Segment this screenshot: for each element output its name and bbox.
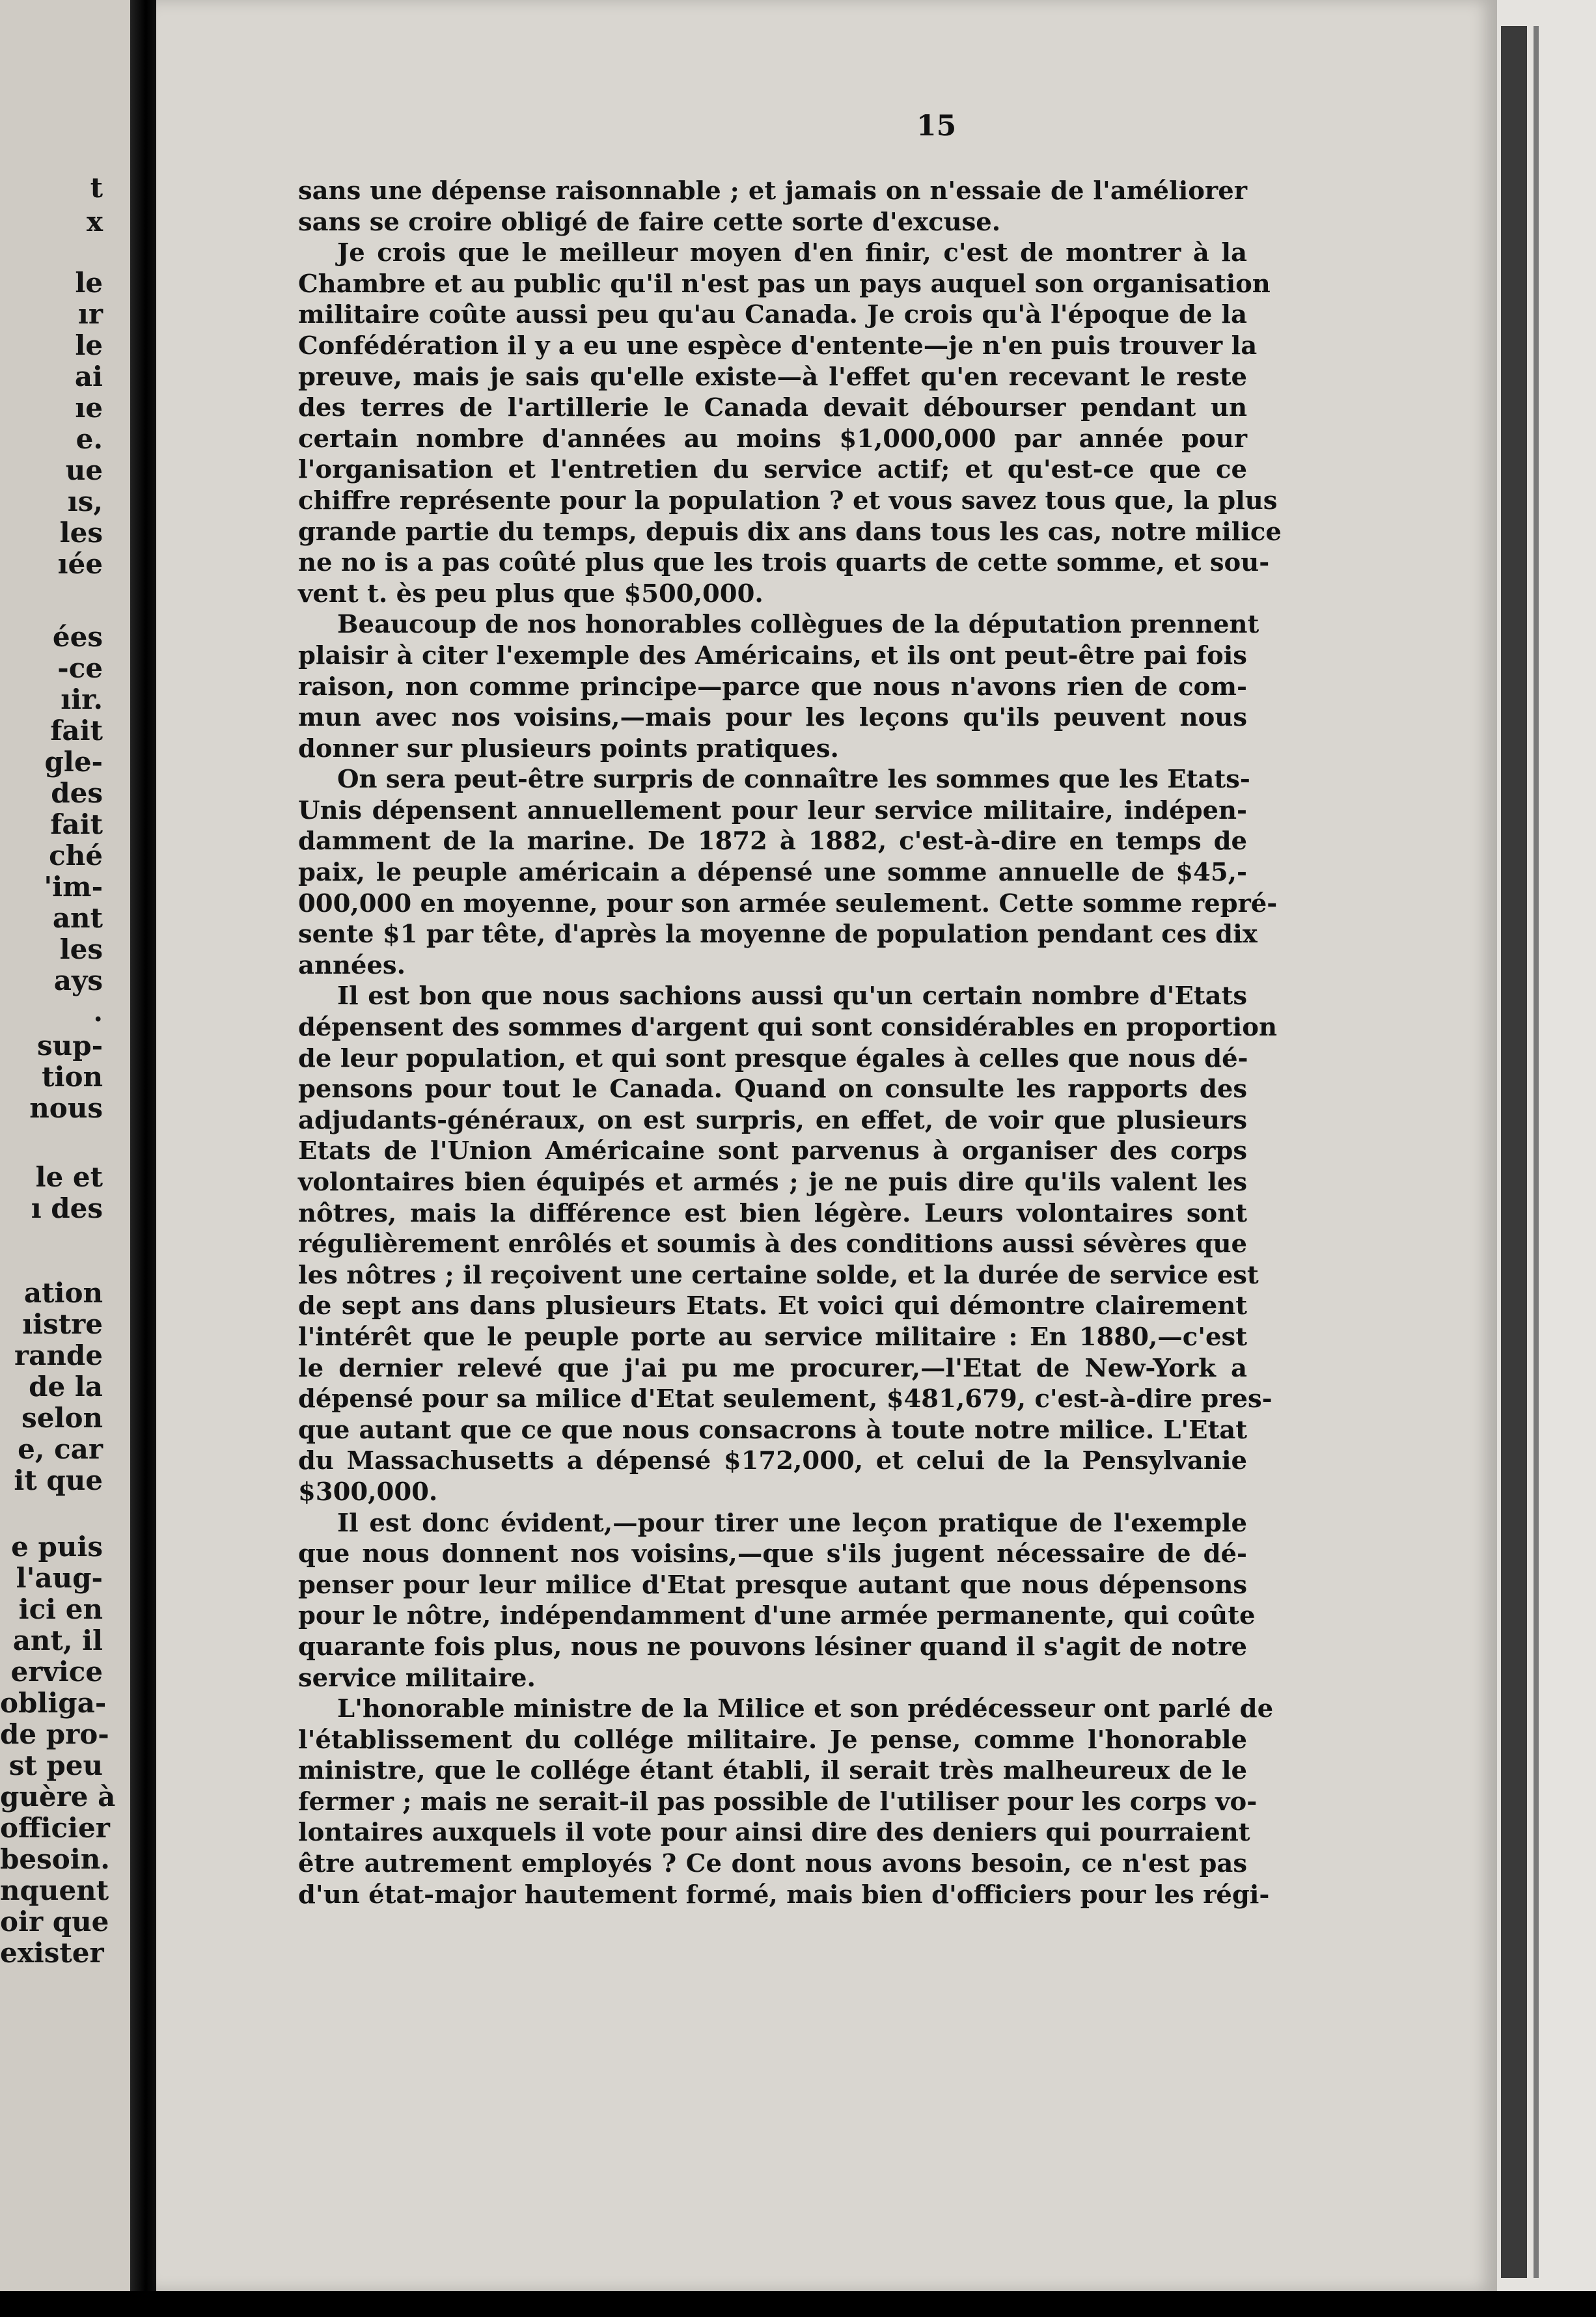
margin-fragment: it que [14,1464,103,1496]
margin-fragment: fait [50,715,103,747]
margin-fragment: les [59,517,103,549]
text-line: l'organisation et l'entretien du service actif; et qu'est-ce que ce [298,455,1247,485]
margin-fragment: gle- [44,746,103,778]
margin-fragment: ıir. [61,683,103,715]
margin-fragment: x [86,206,103,238]
margin-fragment: nous [29,1092,103,1124]
body-text [298,176,1282,1910]
text-line: de leur population, et qui sont presque égales à celles que nous dé- [298,1043,1248,1073]
text-line: pensons pour tout le Canada. Quand on consulte les rapports des [298,1075,1247,1104]
text-line: penser pour leur milice d'Etat presque autant que nous dépensons [298,1570,1247,1600]
facing-page-fragment [0,0,130,2317]
margin-fragment: tion [42,1061,103,1093]
text-line: $300,000. [298,1477,438,1507]
text-line: lontaires auxquels il vote pour ainsi dire des deniers qui pourraient [298,1818,1250,1848]
text-line: Unis dépensent annuellement pour leur service militaire, indépen- [298,795,1247,825]
page-number: 15 [916,109,957,143]
text-line: Chambre et au public qu'il n'est pas un pays auquel son organisation [298,269,1271,299]
text-line: service militaire. [298,1663,536,1693]
text-line: On sera peut-être surpris de connaître les sommes que les Etats- [337,765,1250,795]
text-line: l'établissement du collége militaire. Je pense, comme l'honorable [298,1725,1247,1755]
book-gutter [130,0,156,2317]
margin-fragment: -ce [57,652,103,684]
margin-fragment: exister [0,1937,104,1969]
text-line: nôtres, mais la différence est bien légère. Leurs volontaires sont [298,1198,1247,1228]
text-line: Il est bon que nous sachions aussi qu'un certain nombre d'Etats [337,981,1247,1011]
text-line: sans une dépense raisonnable ; et jamais on n'essaie de l'améliorer [298,176,1247,206]
text-line: mun avec nos voisins,—mais pour les leçons qu'ils peuvent nous [298,703,1247,733]
edge-line [1534,26,1539,2278]
text-line: ministre, que le collége étant établi, il serait très malheureux de le [298,1756,1247,1786]
text-line: le dernier relevé que j'ai pu me procurer,—l'Etat de New-York a [298,1353,1247,1383]
margin-fragment: ici en [18,1593,103,1625]
text-line: donner sur plusieurs points pratiques. [298,733,839,763]
page-edge [1497,0,1596,2291]
margin-fragment: ays [53,965,103,996]
margin-fragment: nquent [0,1874,109,1906]
edge-shadow-bar [1501,26,1527,2278]
text-line: l'intérêt que le peuple porte au service militaire : En 1880,—c'est [298,1322,1247,1352]
text-line: Confédération il y a eu une espèce d'entente—je n'en puis trouver la [298,331,1258,361]
margin-fragment: ı des [31,1192,103,1224]
margin-fragment: st peu [8,1749,103,1781]
margin-fragment: ıe [75,392,103,424]
text-line: du Massachusetts a dépensé $172,000, et celui de la Pensylvanie [298,1446,1247,1476]
margin-fragment: fait [50,808,103,840]
margin-fragment: ant, il [12,1625,103,1656]
margin-fragment: ché [49,840,103,871]
margin-fragment: t [90,172,103,204]
text-line: ne no is a pas coûté plus que les trois quarts de cette somme, et sou- [298,548,1270,578]
margin-fragment: les [59,933,103,965]
text-line: années. [298,950,406,980]
margin-fragment: . [93,996,103,1028]
scan-border-bottom [0,2291,1596,2317]
text-line: damment de la marine. De 1872 à 1882, c'est-à-dire en temps de [298,827,1247,857]
margin-fragment: ıistre [22,1308,103,1340]
text-line: que nous donnent nos voisins,—que s'ils jugent nécessaire de dé- [298,1539,1247,1569]
text-line: dépensent des sommes d'argent qui sont considérables en proportion [298,1013,1277,1043]
margin-fragment: selon [21,1402,103,1434]
text-line: chiffre représente pour la population ? et vous savez tous que, la plus [298,486,1278,515]
text-line: quarante fois plus, nous ne pouvons lésiner quand il s'agit de notre [298,1632,1247,1662]
margin-fragment: 'im- [44,871,103,903]
margin-fragment: ıée [57,548,103,580]
text-line: vent t. ès peu plus que $500,000. [298,579,764,609]
text-line: sans se croire obligé de faire cette sorte d'excuse. [298,207,1001,237]
text-line: Beaucoup de nos honorables collègues de la députation prennent [337,610,1259,640]
margin-fragment: ées [52,621,103,653]
margin-fragment: ai [74,361,103,392]
margin-fragment: besoin. [0,1843,110,1875]
text-line: adjudants-généraux, on est surpris, en effet, de voir que plusieurs [298,1105,1247,1135]
text-line: L'honorable ministre de la Milice et son prédécesseur ont parlé de [337,1694,1274,1724]
margin-fragment: e puis [11,1531,103,1563]
text-line: fermer ; mais ne serait-il pas possible de l'utiliser pour les corps vo- [298,1787,1258,1817]
margin-fragment: e, car [18,1433,103,1465]
margin-fragment: ant [52,902,103,934]
text-line: régulièrement enrôlés et soumis à des conditions aussi sévères que [298,1229,1248,1259]
text-line: de sept ans dans plusieurs Etats. Et voici qui démontre clairement [298,1291,1247,1321]
text-line: paix, le peuple américain a dépensé une somme annuelle de $45,- [298,858,1247,888]
text-line: grande partie du temps, depuis dix ans dans tous les cas, notre milice [298,517,1282,547]
text-line: sente $1 par tête, d'après la moyenne de population pendant ces dix [298,920,1258,950]
margin-fragment: ue [65,454,103,486]
text-line: les nôtres ; il reçoivent une certaine solde, et la durée de service est [298,1260,1259,1290]
text-line: certain nombre d'années au moins $1,000,000 par année pour [298,424,1247,454]
text-line: être autrement employés ? Ce dont nous avons besoin, ce n'est pas [298,1849,1247,1879]
margin-fragment: le [75,267,103,299]
margin-fragment: sup- [37,1030,103,1062]
text-line: militaire coûte aussi peu qu'au Canada. Je crois qu'à l'époque de la [298,300,1247,330]
text-line: pour le nôtre, indépendamment d'une armée permanente, qui coûte [298,1601,1256,1631]
text-line: preuve, mais je sais qu'elle existe—à l'effet qu'en recevant le reste [298,362,1247,392]
margin-fragment: le [75,329,103,361]
margin-fragment: rande [14,1339,103,1371]
text-line: que autant que ce que nous consacrons à toute notre milice. L'Etat [298,1415,1247,1445]
margin-fragment: ır [77,298,103,330]
margin-fragment: l'aug- [16,1562,103,1594]
margin-fragment: des [51,777,103,809]
margin-fragment: de la [29,1371,103,1403]
text-line: Etats de l'Union Américaine sont parvenus à organiser des corps [298,1136,1247,1166]
text-line: des terres de l'artillerie le Canada devait débourser pendant un [298,393,1247,423]
margin-fragment: oir que [0,1906,109,1938]
text-line: plaisir à citer l'exemple des Américains, et ils ont peut-être pai fois [298,640,1247,670]
margin-fragment: le et [35,1161,103,1193]
text-line: volontaires bien équipés et armés ; je ne puis dire qu'ils valent les [298,1168,1247,1197]
text-line: d'un état-major hautement formé, mais bien d'officiers pour les régi- [298,1880,1270,1910]
text-line: Je crois que le meilleur moyen d'en finir, c'est de montrer à la [337,238,1247,268]
margin-fragment: de pro- [0,1718,109,1750]
text-line: Il est donc évident,—pour tirer une leçon pratique de l'exemple [337,1508,1247,1538]
margin-fragment: ation [23,1277,103,1309]
text-line: dépensé pour sa milice d'Etat seulement, $481,679, c'est-à-dire pres- [298,1384,1273,1414]
margin-fragment: guère à [0,1781,116,1813]
margin-fragment: obliga- [0,1687,107,1719]
margin-fragment: ervice [10,1656,103,1688]
margin-fragment: ıs, [67,486,103,517]
text-line: raison, non comme principe—parce que nous n'avons rien de com- [298,672,1247,702]
margin-fragment: officier [0,1812,110,1844]
margin-fragment: e. [76,423,103,455]
text-line: 000,000 en moyenne, pour son armée seulement. Cette somme repré- [298,888,1278,918]
